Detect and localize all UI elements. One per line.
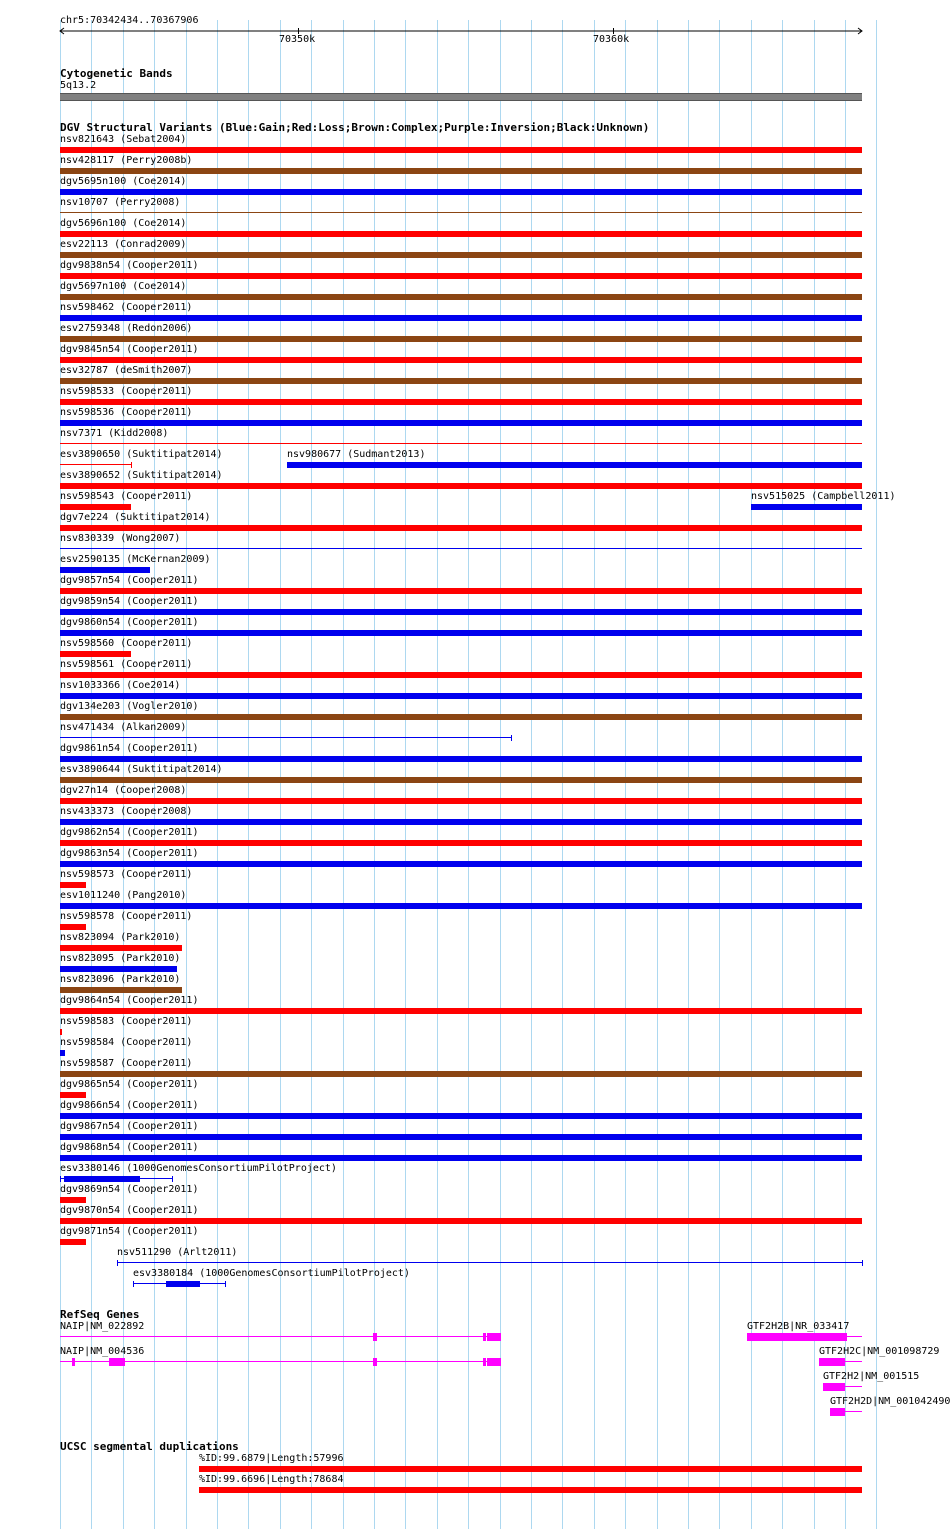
dgv-variant-label[interactable]: dgv9869n54 (Cooper2011) (60, 1184, 199, 1195)
dgv-variant-bar[interactable] (60, 840, 862, 846)
dgv-variant-label[interactable]: esv3890644 (Suktitipat2014) (60, 764, 223, 775)
dgv-variant-line[interactable] (60, 443, 862, 444)
grid-line (657, 20, 658, 1529)
ruler-tick-label: 70350k (279, 34, 316, 45)
dgv-variant-bar[interactable] (751, 504, 862, 510)
dgv-variant-label[interactable]: nsv511290 (Arlt2011) (117, 1247, 238, 1258)
dgv-variant-label[interactable]: nsv821643 (Sebat2004) (60, 134, 187, 145)
grid-line (751, 20, 752, 1529)
dgv-variant-label[interactable]: dgv5696n100 (Coe2014) (60, 218, 187, 229)
refseq-gene-exon[interactable] (72, 1358, 75, 1366)
ruler (0, 0, 890, 60)
dgv-variant-label-secondary[interactable]: nsv980677 (Sudmant2013) (287, 449, 426, 460)
dgv-variant-label[interactable]: esv22113 (Conrad2009) (60, 239, 187, 250)
dgv-variant-label[interactable]: dgv9866n54 (Cooper2011) (60, 1100, 199, 1111)
grid-line (280, 20, 281, 1529)
dgv-variant-label[interactable]: nsv598533 (Cooper2011) (60, 386, 193, 397)
dgv-variant-bar[interactable] (60, 714, 862, 720)
segdup-label[interactable]: %ID:99.6879|Length:57996 (199, 1453, 344, 1464)
dgv-variant-label[interactable]: nsv598584 (Cooper2011) (60, 1037, 193, 1048)
dgv-variant-label[interactable]: nsv7371 (Kidd2008) (60, 428, 169, 439)
dgv-variant-bar[interactable] (287, 462, 862, 468)
dgv-variant-bar[interactable] (60, 630, 862, 636)
dgv-variant-label[interactable]: nsv1033366 (Coe2014) (60, 680, 181, 691)
dgv-variant-label[interactable]: nsv10707 (Perry2008) (60, 197, 181, 208)
dgv-variant-label[interactable]: nsv598543 (Cooper2011) (60, 491, 193, 502)
refseq-gene-intron[interactable] (60, 1361, 501, 1362)
dgv-variant-line[interactable] (60, 548, 862, 549)
dgv-variant-bar[interactable] (60, 252, 862, 258)
dgv-variant-end-tick (225, 1281, 226, 1287)
refseq-gene-exon[interactable] (747, 1333, 847, 1341)
dgv-variant-label[interactable]: nsv598583 (Cooper2011) (60, 1016, 193, 1027)
dgv-variant-bar[interactable] (60, 1029, 62, 1035)
dgv-variant-label[interactable]: nsv598536 (Cooper2011) (60, 407, 193, 418)
dgv-variant-bar[interactable] (60, 231, 862, 237)
dgv-variant-label[interactable]: dgv27n14 (Cooper2008) (60, 785, 187, 796)
dgv-variant-end-tick (131, 462, 132, 468)
dgv-variant-line[interactable] (117, 1262, 862, 1263)
refseq-gene-intron[interactable] (60, 1336, 501, 1337)
dgv-variant-bar[interactable] (60, 1239, 86, 1245)
dgv-variant-label[interactable]: nsv428117 (Perry2008b) (60, 155, 193, 166)
refseq-gene-label[interactable]: GTF2H2C|NM_001098729 (819, 1346, 940, 1357)
dgv-variant-bar[interactable] (60, 1008, 862, 1014)
dgv-variant-label[interactable]: nsv823096 (Park2010) (60, 974, 181, 985)
dgv-variant-label[interactable]: dgv9867n54 (Cooper2011) (60, 1121, 199, 1132)
grid-line (343, 20, 344, 1529)
refseq-gene-exon[interactable] (373, 1358, 377, 1366)
dgv-variant-bar[interactable] (60, 1134, 862, 1140)
dgv-variant-label[interactable]: esv32787 (deSmith2007) (60, 365, 193, 376)
segdup-label[interactable]: %ID:99.6696|Length:78684 (199, 1474, 344, 1485)
dgv-variant-label[interactable]: dgv134e203 (Vogler2010) (60, 701, 199, 712)
refseq-gene-label[interactable]: NAIP|NM_022892 (60, 1321, 145, 1332)
dgv-variant-label[interactable]: nsv823095 (Park2010) (60, 953, 181, 964)
dgv-variant-label-secondary[interactable]: nsv515025 (Campbell2011) (751, 491, 896, 502)
dgv-variant-bar[interactable] (60, 525, 862, 531)
dgv-variant-label[interactable]: nsv823094 (Park2010) (60, 932, 181, 943)
ruler-tick (613, 28, 614, 34)
dgv-variant-bar[interactable] (60, 987, 182, 993)
dgv-variant-bar[interactable] (60, 273, 862, 279)
dgv-variant-label[interactable]: nsv471434 (Alkan2009) (60, 722, 187, 733)
dgv-variant-end-tick (117, 1260, 118, 1266)
dgv-variant-label[interactable]: nsv433373 (Cooper2008) (60, 806, 193, 817)
dgv-variant-label[interactable]: nsv598578 (Cooper2011) (60, 911, 193, 922)
segdup-track-title[interactable]: UCSC segmental duplications (60, 1440, 239, 1453)
refseq-gene-exon[interactable] (373, 1333, 377, 1341)
dgv-variant-bar[interactable] (60, 336, 862, 342)
dgv-variant-bar[interactable] (60, 756, 862, 762)
dgv-variant-label[interactable]: esv3890652 (Suktitipat2014) (60, 470, 223, 481)
grid-line (374, 20, 375, 1529)
dgv-variant-label[interactable]: esv3380184 (1000GenomesConsortiumPilotProject) (133, 1268, 410, 1279)
dgv-variant-line[interactable] (60, 212, 862, 213)
cytoband-bar[interactable] (60, 93, 862, 101)
dgv-variant-bar[interactable] (60, 378, 862, 384)
refseq-gene-label[interactable]: GTF2H2|NM_001515 (823, 1371, 920, 1382)
dgv-variant-end-tick (133, 1281, 134, 1287)
refseq-gene-exon[interactable] (483, 1358, 486, 1366)
segdup-bar[interactable] (199, 1487, 862, 1493)
ruler-tick (298, 28, 299, 34)
dgv-variant-end-tick (511, 735, 512, 741)
dgv-variant-label[interactable]: dgv9838n54 (Cooper2011) (60, 260, 199, 271)
grid-line (562, 20, 563, 1529)
refseq-gene-label[interactable]: NAIP|NM_004536 (60, 1346, 145, 1357)
dgv-variant-bar[interactable] (60, 777, 862, 783)
dgv-variant-label[interactable]: nsv598587 (Cooper2011) (60, 1058, 193, 1069)
dgv-variant-label[interactable]: esv2590135 (McKernan2009) (60, 554, 211, 565)
dgv-variant-bar[interactable] (60, 945, 182, 951)
ruler-tick-label: 70360k (593, 34, 630, 45)
dgv-variant-label[interactable]: nsv598561 (Cooper2011) (60, 659, 193, 670)
dgv-variant-label[interactable]: dgv9845n54 (Cooper2011) (60, 344, 199, 355)
dgv-variant-bar[interactable] (60, 651, 131, 657)
dgv-variant-bar[interactable] (60, 693, 862, 699)
dgv-variant-label[interactable]: esv2759348 (Redon2006) (60, 323, 193, 334)
grid-line (719, 20, 720, 1529)
dgv-variant-label[interactable]: nsv598560 (Cooper2011) (60, 638, 193, 649)
dgv-variant-bar[interactable] (60, 483, 862, 489)
dgv-variant-label[interactable]: dgv9868n54 (Cooper2011) (60, 1142, 199, 1153)
dgv-variant-bar[interactable] (60, 1113, 862, 1119)
dgv-variant-bar[interactable] (60, 966, 177, 972)
dgv-variant-label[interactable]: nsv830339 (Wong2007) (60, 533, 181, 544)
dgv-variant-block[interactable] (166, 1281, 200, 1287)
dgv-variant-label[interactable]: nsv598573 (Cooper2011) (60, 869, 193, 880)
dgv-variant-bar[interactable] (60, 147, 862, 153)
dgv-variant-bar[interactable] (60, 294, 862, 300)
dgv-variant-label[interactable]: dgv9862n54 (Cooper2011) (60, 827, 199, 838)
dgv-variant-label[interactable]: dgv9859n54 (Cooper2011) (60, 596, 199, 607)
dgv-variant-bar[interactable] (60, 924, 86, 930)
dgv-variant-label[interactable]: dgv9861n54 (Cooper2011) (60, 743, 199, 754)
dgv-variant-bar[interactable] (60, 798, 862, 804)
refseq-gene-exon[interactable] (483, 1333, 486, 1341)
grid-line (437, 20, 438, 1529)
dgv-variant-bar[interactable] (60, 861, 862, 867)
position-label: chr5:70342434..70367906 (60, 15, 199, 26)
dgv-variant-bar[interactable] (60, 1071, 862, 1077)
dgv-variant-bar[interactable] (60, 567, 150, 573)
dgv-variant-label[interactable]: esv1011240 (Pang2010) (60, 890, 187, 901)
cytoband-label: 5q13.2 (60, 80, 97, 91)
dgv-track-title[interactable]: DGV Structural Variants (Blue:Gain;Red:Loss;Brown:Complex;Purple:Inversion;Black:Unknown) (60, 121, 650, 134)
refseq-gene-label[interactable]: GTF2H2B|NR_033417 (747, 1321, 850, 1332)
refseq-gene-exon[interactable] (830, 1408, 845, 1416)
refseq-gene-exon[interactable] (823, 1383, 845, 1391)
dgv-variant-label[interactable]: dgv9857n54 (Cooper2011) (60, 575, 199, 586)
grid-line (468, 20, 469, 1529)
dgv-variant-label[interactable]: dgv5695n100 (Coe2014) (60, 176, 187, 187)
dgv-variant-bar[interactable] (60, 1218, 862, 1224)
dgv-variant-end-tick (172, 1176, 173, 1182)
refseq-gene-exon[interactable] (487, 1333, 501, 1341)
dgv-variant-bar[interactable] (60, 903, 862, 909)
grid-line (845, 20, 846, 1529)
dgv-variant-label[interactable]: dgv9860n54 (Cooper2011) (60, 617, 199, 628)
dgv-variant-bar[interactable] (60, 672, 862, 678)
dgv-variant-label[interactable]: dgv9871n54 (Cooper2011) (60, 1226, 199, 1237)
grid-line (248, 20, 249, 1529)
dgv-variant-bar[interactable] (60, 504, 131, 510)
segdup-bar[interactable] (199, 1466, 862, 1472)
dgv-variant-bar[interactable] (60, 315, 862, 321)
refseq-gene-label[interactable]: GTF2H2D|NM_001042490 (830, 1396, 950, 1407)
dgv-variant-label[interactable]: esv3890650 (Suktitipat2014) (60, 449, 223, 460)
refseq-gene-exon[interactable] (819, 1358, 845, 1366)
dgv-variant-end-tick (60, 1176, 61, 1182)
grid-line (311, 20, 312, 1529)
grid-line (405, 20, 406, 1529)
grid-line (814, 20, 815, 1529)
dgv-variant-label[interactable]: dgv5697n100 (Coe2014) (60, 281, 187, 292)
dgv-variant-bar[interactable] (60, 882, 86, 888)
cytoband-track-title[interactable]: Cytogenetic Bands (60, 67, 173, 80)
dgv-variant-label[interactable]: dgv9870n54 (Cooper2011) (60, 1205, 199, 1216)
dgv-variant-end-tick (862, 1260, 863, 1266)
grid-line (500, 20, 501, 1529)
dgv-variant-label[interactable]: nsv598462 (Cooper2011) (60, 302, 193, 313)
dgv-variant-label[interactable]: dgv7e224 (Suktitipat2014) (60, 512, 211, 523)
dgv-variant-bar[interactable] (60, 588, 862, 594)
dgv-variant-bar[interactable] (60, 357, 862, 363)
dgv-variant-block[interactable] (64, 1176, 140, 1182)
dgv-variant-bar[interactable] (60, 399, 862, 405)
dgv-variant-bar[interactable] (60, 1092, 86, 1098)
dgv-variant-label[interactable]: esv3380146 (1000GenomesConsortiumPilotProject) (60, 1163, 337, 1174)
refseq-gene-exon[interactable] (109, 1358, 125, 1366)
dgv-variant-line[interactable] (60, 737, 511, 738)
refseq-gene-exon[interactable] (487, 1358, 501, 1366)
refseq-track-title[interactable]: RefSeq Genes (60, 1308, 140, 1321)
dgv-variant-bar[interactable] (60, 1155, 862, 1161)
dgv-variant-line[interactable] (60, 464, 131, 465)
dgv-variant-label[interactable]: dgv9864n54 (Cooper2011) (60, 995, 199, 1006)
dgv-variant-bar[interactable] (60, 1050, 65, 1056)
dgv-variant-bar[interactable] (60, 168, 862, 174)
dgv-variant-bar[interactable] (60, 819, 862, 825)
dgv-variant-bar[interactable] (60, 1197, 86, 1203)
dgv-variant-bar[interactable] (60, 609, 862, 615)
dgv-variant-label[interactable]: dgv9865n54 (Cooper2011) (60, 1079, 199, 1090)
grid-line (531, 20, 532, 1529)
dgv-variant-bar[interactable] (60, 189, 862, 195)
grid-line (625, 20, 626, 1529)
grid-line (594, 20, 595, 1529)
dgv-variant-bar[interactable] (60, 420, 862, 426)
grid-line (876, 20, 877, 1529)
grid-line (688, 20, 689, 1529)
grid-line (782, 20, 783, 1529)
dgv-variant-label[interactable]: dgv9863n54 (Cooper2011) (60, 848, 199, 859)
